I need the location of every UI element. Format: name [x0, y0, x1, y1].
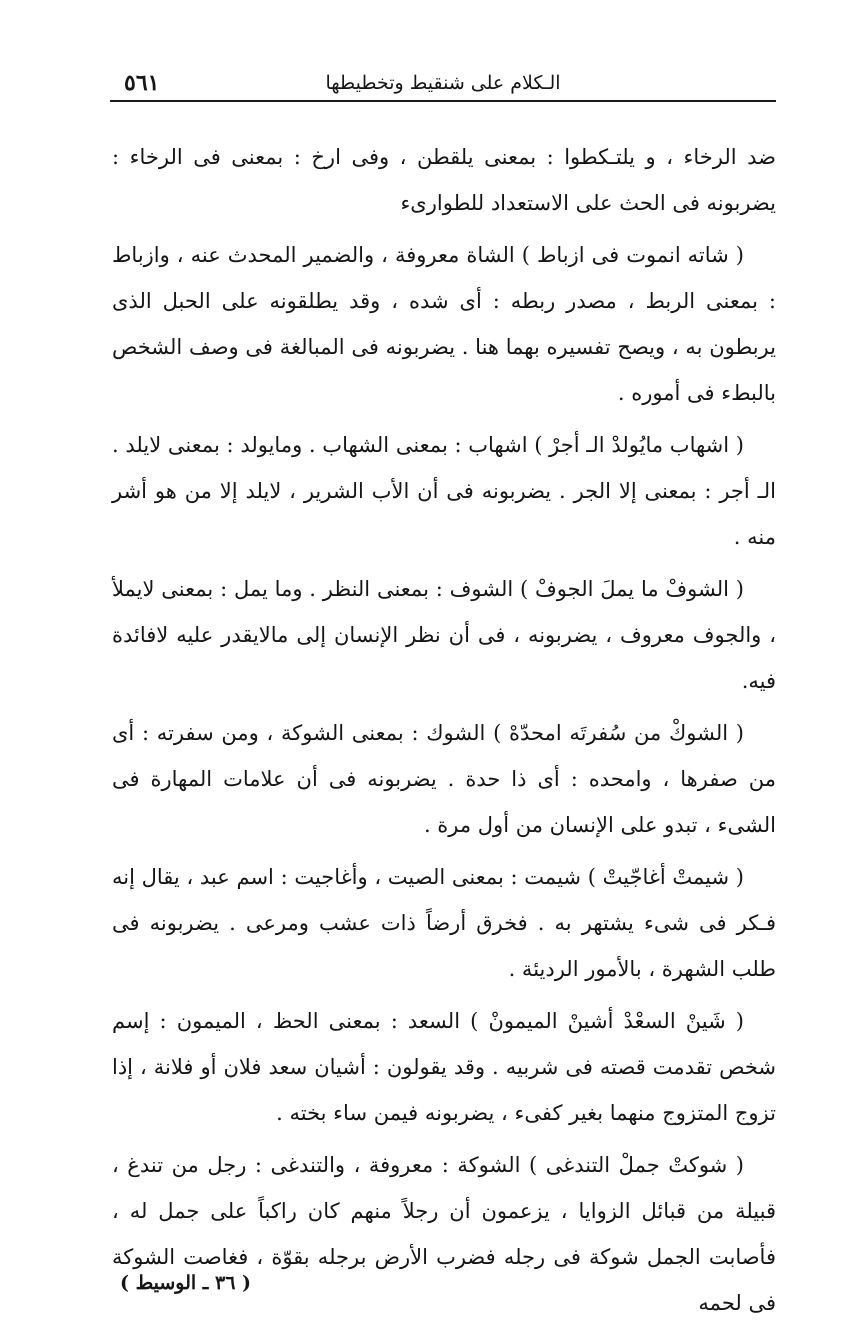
- paragraph-4: ( الشوفْ ما يملَ الجوفْ ) الشوف : بمعنى النظر . وما يمل : بمعنى لايملأ ، والجوف معروف ، يضربونه ، فى أن نظر الإنسان إلى مالايقدر عليه لافائدة فيه.: [112, 577, 776, 693]
- paragraph-3: ( اشهاب مايُولدْ الـ أجرْ ) اشهاب : بمعنى الشهاب . ومايولد : بمعنى لايلد . الـ أجر : بمعنى إلا الجر . يضربونه فى أن الأب الشرير ، لايلد إلا من هو أشر منه .: [112, 433, 776, 549]
- page-number: ٥٦١: [124, 70, 160, 96]
- running-title: الـكلام على شنقيط وتخطيطها: [325, 72, 561, 94]
- paragraph-7: ( شَينْ السعْدْ أشينْ الميمونْ ) السعد : بمعنى الحظ ، الميمون : إسم شخص تقدمت قصته فى شربيه . وقد يقولون : أشيان سعد فلان أو فلانة ، إذا تزوج المتزوج منهما بغير كفىء ، يضربونه فيمن ساء بخته .: [112, 1009, 776, 1125]
- paragraph-2: ( شاته انموت فى ازباط ) الشاة معروفة ، والضمير المحدث عنه ، وازباط : بمعنى الربط ، مصدر ربطه : أى شده ، وقد يطلقونه على الحبل الذى يربطون به ، ويصح تفسيره بهما هنا . يضربونه فى المبالغة فى وصف الشخص بالبطء فى أموره .: [112, 243, 776, 405]
- header-rule: [110, 100, 776, 102]
- paragraph-6: ( شيمتْ أغاجّيتْ ) شيمت : بمعنى الصيت ، وأغاجيت : اسم عبد ، يقال إنه فـكر فى شىء يشتهر به . فخرق أرضاً ذات عشب ومرعى . يضربونه فى طلب الشهرة ، بالأمور الرديئة .: [112, 865, 776, 981]
- paragraph-8: ( شوكتْ جملْ التندغى ) الشوكة : معروفة ، والتندغى : رجل من تندغ ، قبيلة من قبائل الزوايا ، يزعمون أن رجلاً منهم كان راكباً على جمل له ، فأصابت الجمل شوكة فى رجله فضرب الأرض برجله بقوّة ، فغاصت الشوكة فى لحمه: [112, 1153, 776, 1315]
- signature-mark: ( ٣٦ ـ الوسيط ): [120, 1272, 252, 1294]
- page-header: [110, 70, 776, 102]
- paragraph-1: ضد الرخاء ، و يلتـكطوا : بمعنى يلقطن ، وفى ارخ : بمعنى فى الرخاء : يضربونه فى الحث على الاستعداد للطوارىء: [112, 145, 776, 215]
- paragraph-5: ( الشوكْ من سُفرتَه امحدّهْ ) الشوك : بمعنى الشوكة ، ومن سفرته : أى من صفرها ، وامحده : أى ذا حدة . يضربونه فى أن علامات المهارة فى الشىء ، تبدو على الإنسان من أول مرة .: [112, 721, 776, 837]
- body-text: [112, 134, 776, 1332]
